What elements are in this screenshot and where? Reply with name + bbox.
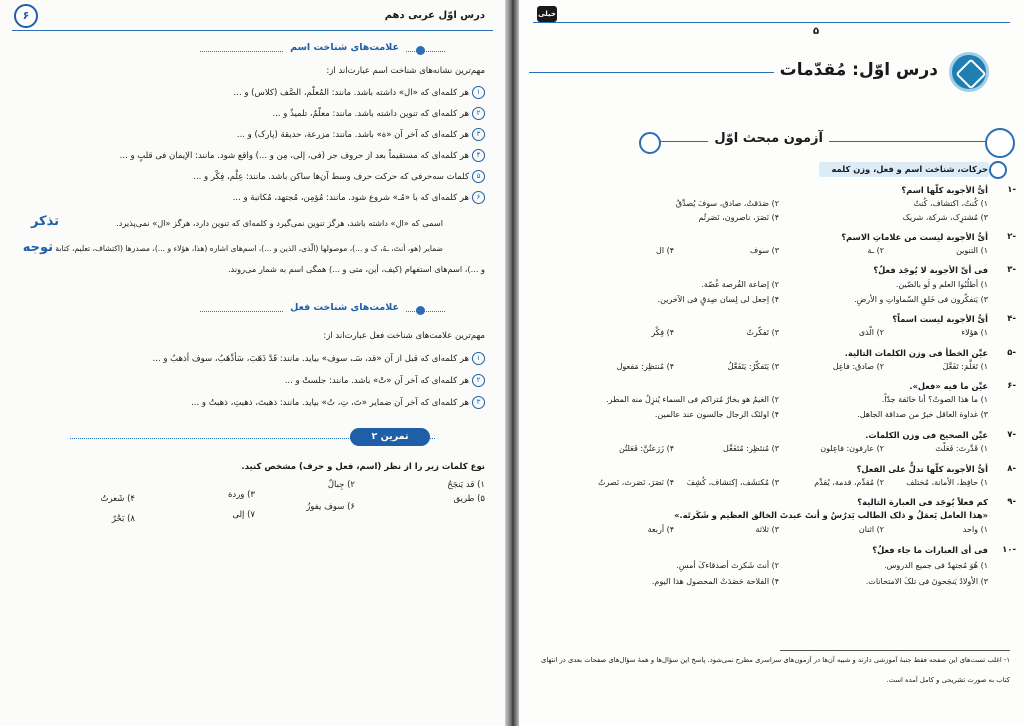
noun-intro: مهم‌ترین نشانه‌های شناخت اسم عبارت‌اند از:	[326, 66, 485, 76]
question-number: -۸	[1007, 464, 1016, 474]
answer-option[interactable]: ۱) التنوین	[956, 246, 988, 255]
noun-item: ۳هر کلمه‌ای که آخر آن «ة» باشد. مانند: مزرعة، حدیقة (پارک) و ...	[237, 128, 485, 141]
answer-option[interactable]: ۲) الّذی	[858, 328, 884, 337]
answer-option[interactable]: ۱) تَعَلَّمَ: تَفَعَّلَ	[942, 362, 988, 371]
question-text: أیُّ الأجوبة لیست من علاماتِ الاسم؟	[841, 232, 988, 242]
subsection-title: حرکات، شناخت اسم و فعل، وزن کلمه	[831, 164, 988, 174]
answer-option[interactable]: ۲) الغیمُ هو بخارٌ مُتراکم فی السماء یُنزِلُ منه المطر.	[606, 395, 779, 404]
quiz-title: آزمون مبحث اوّل	[708, 131, 829, 146]
answer-option[interactable]: ۴) نَصَرَ، ناصرون، نَصَرتُم	[698, 213, 779, 222]
answer-option[interactable]: ۲) صادق: فاعِل	[832, 362, 884, 371]
exercise-item: ۲) جِبالٌ	[327, 480, 355, 490]
answer-option[interactable]: ۳) مُشترِک، شرکة، شریک	[902, 213, 988, 222]
publisher-logo: خیلی سبز	[537, 6, 557, 22]
question-number: -۷	[1007, 430, 1016, 440]
noun-item: ۲هر کلمه‌ای که تنوین داشته باشد. مانند: معلّمٌ، تلمیذٌ و ...	[272, 107, 485, 120]
answer-option[interactable]: ۴) فِکْر	[651, 328, 674, 337]
answer-option[interactable]: ۴) نَصَرَ، نَصَرتَ، نَصرتُ	[597, 478, 674, 487]
answer-option[interactable]: ۳) مُکتشَف، إکتشاف، کُشِفَ	[686, 478, 779, 487]
question-text: عیِّن ما فیه «فعل».	[909, 381, 988, 391]
question-number: -۶	[1007, 381, 1016, 391]
bullet-dot-icon	[416, 46, 425, 55]
exercise-item: ۶) سوف یفوزُ	[306, 502, 355, 512]
answer-option[interactable]: ۳) یَتفکّرون فی خَلقِ السّماواتِ و الأرضِ.	[854, 295, 988, 304]
lesson-title: درس اوّل: مُقدّمات	[774, 60, 944, 80]
answer-option[interactable]: ۳) ثلاثة	[755, 525, 779, 534]
tazakkor-text: اسمی که «ال» داشته باشد، هرگز تنوین نمی‌گیرد و کلمه‌ای که تنوین دارد، هرگز «ال» نمی‌پذیرد.	[116, 218, 443, 228]
question-number: -۹	[1007, 497, 1016, 507]
tavajjoh-line-2: و ...)، اسم‌های استفهام (کیف، أین، متی و ...) همگی اسم به شمار می‌روند.	[227, 264, 485, 274]
question-passage: «هذا العامل یَعمَلُ و ذلک الطالب یَدرُسُ و أنتَ عبدتَ الخالق العظیم و شَکَرتَه.»	[674, 510, 988, 520]
lesson-emblem-icon	[949, 52, 989, 92]
exercise-instruction: نوع کلمات زیر را از نظر (اسم، فعل و حرف) مشخص کنید.	[241, 462, 485, 472]
answer-option[interactable]: ۴) اِجعل لی لِسان صِدقٍ فی الآخرین.	[657, 295, 779, 304]
question-number: -۴	[1007, 314, 1016, 324]
left-header-title: درس اوّل عربی دهم	[384, 10, 485, 21]
noun-item: ۵کلمات سه‌حرفی که حرکت حرف وسط آن‌ها ساکن باشد. مانند: عِلْم، فِکْر و ...	[193, 170, 485, 183]
answer-option[interactable]: ۴) أربعة	[647, 525, 674, 534]
right-header-rule	[533, 22, 1010, 23]
exercise-item: ۳) وردة	[227, 490, 255, 500]
answer-option[interactable]: ۱) ما هذا الصوتُ؟ أنا خائفة جدّاً.	[881, 395, 988, 404]
noun-section-heading	[200, 42, 445, 60]
noun-item: ۱هر کلمه‌ای که «ال» داشته باشد. مانند: المُعلّم، الصَّف (کلاس) و ...	[234, 86, 485, 99]
answer-option[interactable]: ۱) کُنتُ، اکتشاف، کُنتُ	[913, 199, 988, 208]
noun-section-title: علامت‌های شناخت اسم	[284, 42, 405, 53]
answer-option[interactable]: ۱) أطلُبُوا العلم و لَو بالصّین.	[895, 280, 988, 289]
answer-option[interactable]: ۴) الفلاحة حَصَدَتْ المحصول هذا الیوم.	[651, 577, 779, 586]
answer-option[interactable]: ۱) واحد	[962, 525, 988, 534]
left-page	[0, 0, 505, 726]
quiz-ring-left-icon	[639, 132, 661, 154]
verb-item: ۱هر کلمه‌ای که قبل از آن «قد، سَـ، سوف» بیاید. مانند: قَدْ ذَهَبَ، سَأذْهَبُ، سوف أذهبُ و ...	[153, 352, 485, 365]
question-number: -۱	[1007, 185, 1016, 195]
question-text: فی أی العبارات ما جاء فعلٌ؟	[872, 545, 988, 555]
question-text: کم فعلاً یُوجَد فی العبارة التالیة؟	[857, 497, 988, 507]
question-text: أیُّ الأجوبة لیست اسماً؟	[892, 314, 988, 324]
subsection-ring-icon	[989, 161, 1007, 179]
verb-section-title: علامت‌های شناخت فعل	[284, 302, 405, 313]
question-number: -۵	[1007, 348, 1016, 358]
verb-intro: مهم‌ترین علامت‌های شناخت فعل عبارت‌اند از:	[323, 331, 485, 341]
tavajjoh-label-icon: توجه	[22, 240, 53, 255]
bullet-dot-icon	[416, 306, 425, 315]
book-spine	[505, 0, 519, 726]
answer-option[interactable]: ۴) اولئک الرجال جالسون عند عالمین.	[654, 410, 779, 419]
answer-option[interactable]: ۴) زَرَعتُنَّ: فَعَلتُن	[618, 444, 674, 453]
answer-option[interactable]: ۲) أنتَ شَکرتَ أصدقاءکَ أمسِ.	[676, 561, 779, 570]
answer-option[interactable]: ۱) حافِظ، الأمانة، مُختلف	[906, 478, 988, 487]
right-page-number: ۵	[813, 26, 820, 37]
answer-option[interactable]: ۲) اثنان	[858, 525, 884, 534]
exercise-item: ۱) قد یَنجَحُ	[447, 480, 485, 490]
answer-option[interactable]: ۳) سوف	[749, 246, 779, 255]
question-number: -۱۰	[1002, 545, 1016, 555]
question-number: -۲	[1007, 232, 1016, 242]
footnote-line-1: ۱- اغلب تست‌های این صفحه فقط جنبهٔ آموزشی دارند و شبیه آن‌ها در آزمون‌های سراسری مطرح نمی‌شود. پاسخ این سؤال‌ها و همهٔ سؤال‌های صفحات بعدی در انتهای	[541, 656, 1010, 664]
exercise-item: ۵) طریق	[453, 494, 485, 504]
answer-option[interactable]: ۳) تَفکّرتُ	[746, 328, 779, 337]
tavajjoh-line-1: ضمایر (هو، أنتَ، ـهُ، ک و ...)، موصولها (الّذی، الذین و ...)، اسم‌های اشاره (هذا، هؤلاء و ...)، مصدرها (اکتشاف، تعلیم، کتابة	[55, 244, 443, 253]
noun-item: ۶هر کلمه‌ای که با «مُـ» شروع شود. مانند: مُؤمِن، مُجتهد، مُکاتبة و ...	[233, 191, 485, 204]
exercise-item: ۸) بَحْرٌ	[111, 514, 135, 524]
question-text: أیُّ الأجوبة کلّها تدلُّ علی الفعل؟	[856, 464, 988, 474]
answer-option[interactable]: ۳) الأولادُ یَنجَحونَ فی تلکَ الامتحانات.	[865, 577, 988, 586]
left-page-number: ۶	[14, 4, 38, 28]
left-page-header	[12, 8, 493, 31]
question-text: فی أیِّ الأجوبة لا یُوجَد فعلٌ؟	[873, 265, 988, 275]
exercise-badge: تمرین ۲	[350, 428, 430, 446]
answer-option[interactable]: ۴) ال	[656, 246, 674, 255]
answer-option[interactable]: ۲) ـة	[867, 246, 884, 255]
verb-item: ۳هر کلمه‌ای که آخر آن ضمایر «تَ، تِ، تُ» بیاید. مانند: ذهبتَ، ذهبتِ، ذهبتُ و ...	[191, 396, 485, 409]
right-page	[519, 0, 1024, 726]
footnote-rule	[780, 650, 1010, 651]
answer-option[interactable]: ۱) هُوَ مُجتهدٌ فی جمیع الدروس.	[884, 561, 988, 570]
question-text: أیُّ الأجوبة کلّها اسم؟	[901, 185, 988, 195]
answer-option[interactable]: ۴) مُنتظِر: مَفعول	[616, 362, 674, 371]
answer-option[interactable]: ۳) مُنتَظِر: مُتَفَعِّل	[723, 444, 779, 453]
footnote-line-2: کتاب به صورت تشریحی و کامل آمده است.	[886, 676, 1010, 684]
question-text: عیِّن الخطأ فی وزن الکلمات التالیة.	[844, 348, 988, 358]
answer-option[interactable]: ۳) غداوة العاقل خیرٌ من صداقة الجاهل.	[857, 410, 988, 419]
answer-option[interactable]: ۲) إضاعة الفُرصة غُصّة.	[701, 280, 779, 289]
answer-option[interactable]: ۱) هؤلاء	[961, 328, 988, 337]
verb-section-heading	[200, 302, 445, 320]
exercise-item: ۷) إلی	[232, 510, 255, 520]
answer-option[interactable]: ۱) قَدَّرتَ: فَعَلْتَ	[935, 444, 988, 453]
answer-option[interactable]: ۳) یَتَفکّرُ: یَتَفَعَّلُ	[727, 362, 779, 371]
answer-option[interactable]: ۲) صَدَقتُ، صادق، سوفَ یُصدِّقُ	[675, 199, 779, 208]
question-number: -۳	[1007, 265, 1016, 275]
answer-option[interactable]: ۲) عارفون: فاعِلون	[820, 444, 884, 453]
tazakkor-label-icon: تذکر	[30, 214, 59, 229]
quiz-ring-right-icon	[985, 128, 1015, 158]
exercise-item: ۴) شَعرتُ	[100, 494, 135, 504]
answer-option[interactable]: ۲) مُقدِّم، قدمة، یُقدِّم	[814, 478, 884, 487]
question-text: عیِّن الصحیح فی وزن الکلمات.	[865, 430, 988, 440]
noun-item: ۴هر کلمه‌ای که مستقیماً بعد از حروف جر (فی، إلی، مِن و ...) واقع شود. مانند: الإیمان فی قلبٍ و ...	[120, 149, 485, 162]
verb-item: ۲هر کلمه‌ای که آخر آن «تْ» باشد. مانند: جلستْ و ...	[285, 374, 485, 387]
